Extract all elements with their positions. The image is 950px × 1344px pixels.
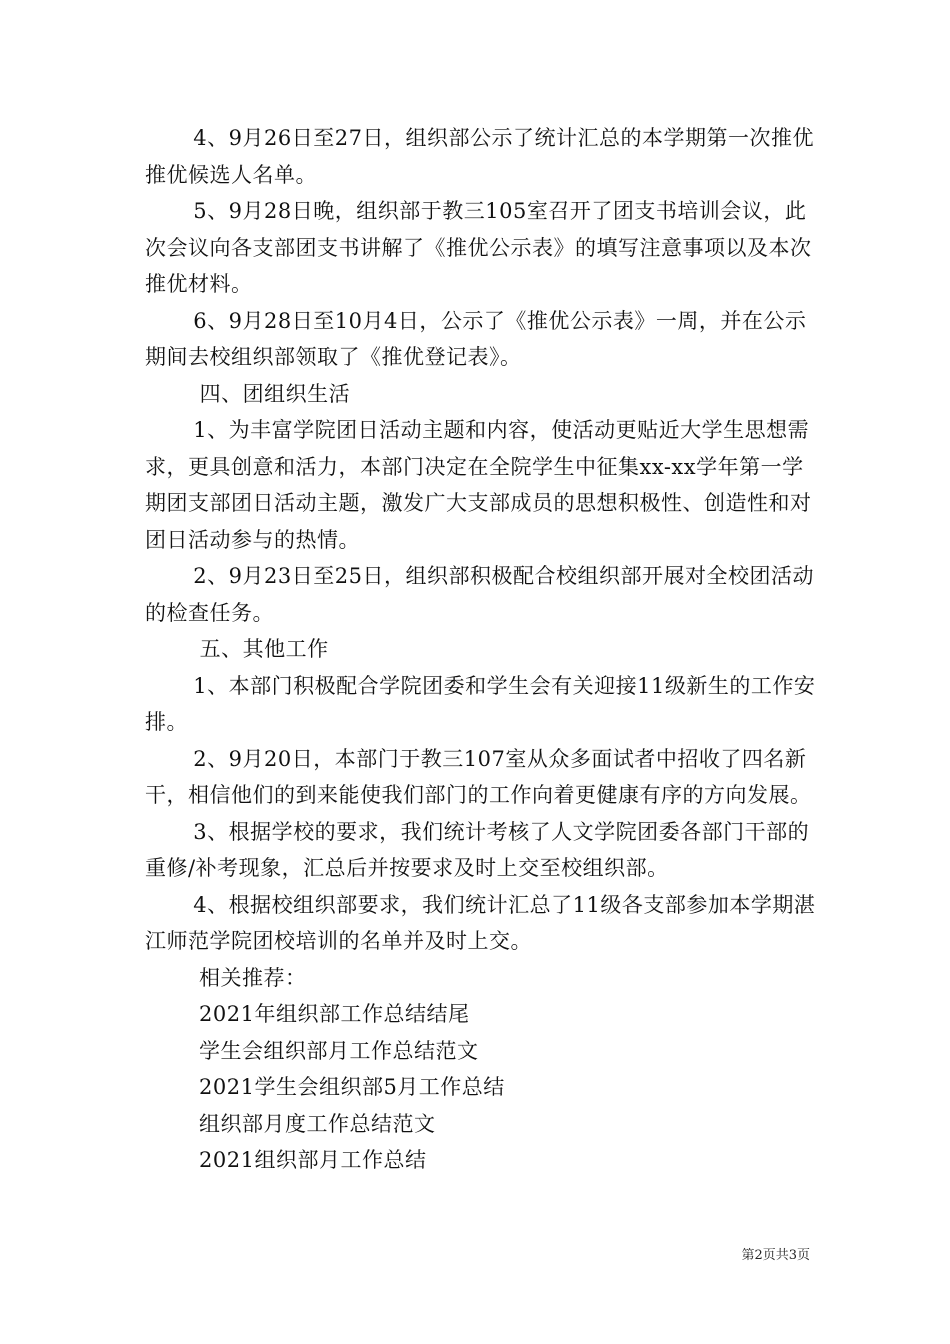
paragraph-item-3-statistics: 3、根据学校的要求，我们统计考核了人文学院团委各部门干部的重修/补考现象，汇总后并按要求及时上交至校组织部。 <box>145 819 810 880</box>
related-recommendations <box>145 960 825 1179</box>
page-number-footer: 第2页共3页 <box>741 1248 810 1263</box>
paragraph-item-4-training-list: 4、根据校组织部要求，我们统计汇总了11级各支部参加本学期湛江师范学院团校培训的名单并及时上交。 <box>145 892 816 953</box>
document-body <box>145 120 825 1179</box>
related-link[interactable]: 2021年组织部工作总结结尾 <box>199 1002 470 1026</box>
paragraph-item-1-theme-collection: 1、为丰富学院团日活动主题和内容，使活动更贴近大学生思想需求，更具创意和活力，本部门决定在全院学生中征集xx-xx学年第一学期团支部团日活动主题，激发广大支部成员的思想积极性、创造性和对团日活动参与的热情。 <box>145 418 812 552</box>
paragraph-item-4-recommendation-list: 4、9月26日至27日，组织部公示了统计汇总的本学期第一次推优推优候选人名单。 <box>145 126 814 187</box>
paragraph-item-1-freshman-welcome: 1、本部门积极配合学院团委和学生会有关迎接11级新生的工作安排。 <box>145 673 816 734</box>
related-link[interactable]: 2021组织部月工作总结 <box>199 1148 427 1172</box>
related-link[interactable]: 2021学生会组织部5月工作总结 <box>199 1075 505 1099</box>
section-heading-league-life: 四、团组织生活 <box>199 381 351 406</box>
section-heading-other-work: 五、其他工作 <box>199 637 329 661</box>
related-link[interactable]: 学生会组织部月工作总结范文 <box>199 1038 479 1063</box>
paragraph-item-2-inspection: 2、9月23日至25日，组织部积极配合校组织部开展对全校团活动的检查任务。 <box>145 564 814 625</box>
related-label: 相关推荐： <box>199 965 307 990</box>
paragraph-item-5-training-meeting: 5、9月28日晚，组织部于教三105室召开了团支书培训会议，此次会议向各支部团支书讲解了《推优公示表》的填写注意事项以及本次推优材料。 <box>145 199 812 296</box>
related-link[interactable]: 组织部月度工作总结范文 <box>199 1111 436 1136</box>
paragraph-item-6-public-notice: 6、9月28日至10月4日，公示了《推优公示表》一周，并在公示期间去校组织部领取了《推优登记表》。 <box>145 308 807 369</box>
paragraph-item-2-new-recruits: 2、9月20日，本部门于教三107室从众多面试者中招收了四名新干，相信他们的到来能使我们部门的工作向着更健康有序的方向发展。 <box>145 746 812 807</box>
